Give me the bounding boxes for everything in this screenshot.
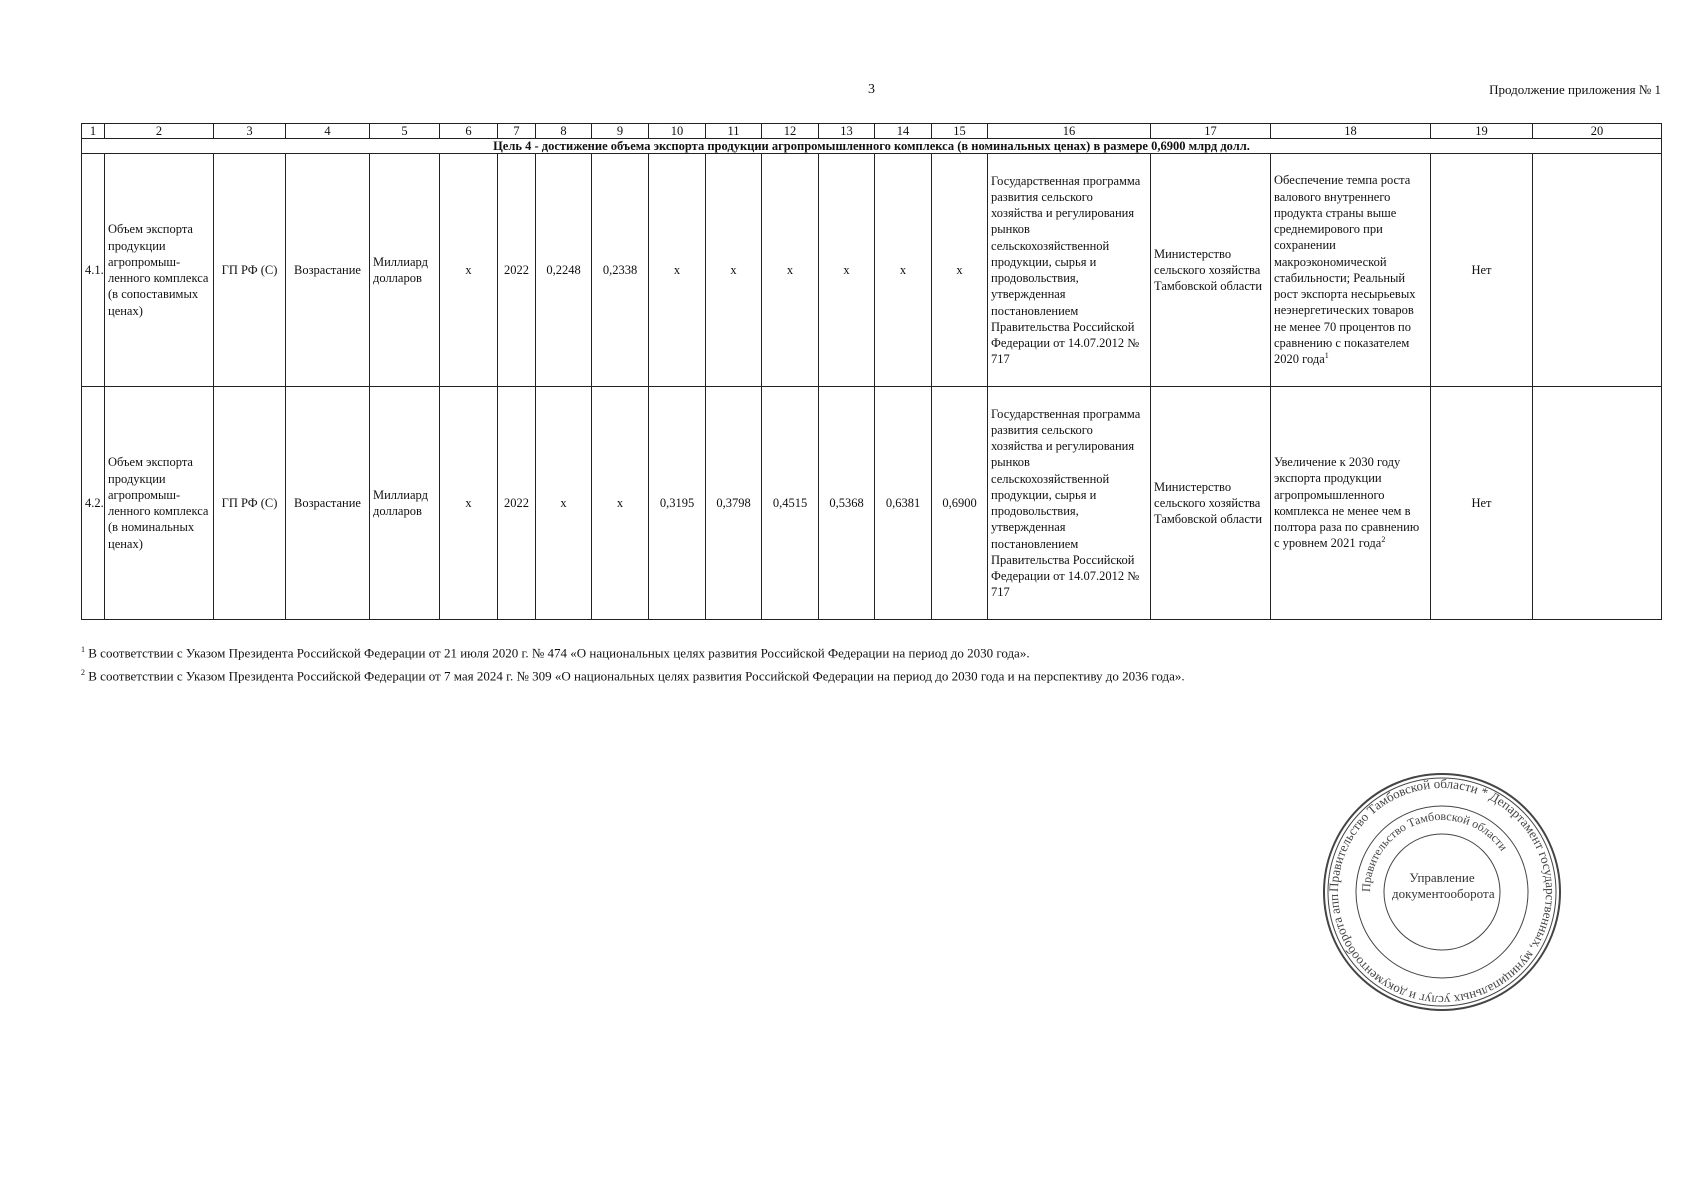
cell-col-14: x bbox=[875, 154, 932, 387]
indicator-level: ГП РФ (С) bbox=[214, 154, 286, 387]
cell-col-15: x bbox=[932, 154, 988, 387]
footnote-1 bbox=[81, 640, 1185, 663]
goal-row bbox=[82, 139, 1662, 154]
footnote-text: В соответствии с Указом Президента Российской Федерации от 7 мая 2024 г. № 309 «О национальных целях развития Российской Федерации на период до 2030 года и на перспективу до 2036 года». bbox=[85, 668, 1185, 684]
col-number-16: 16 bbox=[988, 124, 1151, 139]
cell-col-13: 0,5368 bbox=[819, 387, 875, 620]
footnote-mark: 1 bbox=[81, 645, 85, 654]
column-numbers-row bbox=[82, 124, 1662, 139]
col-number-19: 19 bbox=[1431, 124, 1533, 139]
indicator-unit: Миллиард долларов bbox=[370, 387, 440, 620]
col-number-8: 8 bbox=[536, 124, 592, 139]
table-row bbox=[82, 154, 1662, 387]
official-stamp bbox=[1322, 772, 1562, 1012]
national-goal-text: Увеличение к 2030 году экспорта продукции агропромышленного комплекса не менее чем в полтора раза по сравнению с уровнем 2021 года bbox=[1274, 455, 1420, 551]
national-goal-link bbox=[1271, 387, 1431, 620]
col-number-1: 1 bbox=[82, 124, 105, 139]
cell-col-11: x bbox=[706, 154, 762, 387]
col-number-20: 20 bbox=[1533, 124, 1662, 139]
goal-title: Цель 4 - достижение объема экспорта продукции агропромышленного комплекса (в номинальных ценах) в размере 0,6900 млрд долл. bbox=[82, 139, 1662, 154]
cell-col-6: x bbox=[440, 387, 498, 620]
source-document: Государственная программа развития сельского хозяйства и регулирования рынков сельскохозяйственной продукции, сырья и продовольствия, утвержденная постановлением Правительства Российской Федерации от 14.07.2012 № 717 bbox=[988, 387, 1151, 620]
base-year: 2022 bbox=[498, 154, 536, 387]
appendix-note: Продолжение приложения № 1 bbox=[1489, 82, 1661, 97]
cell-col-9: 0,2338 bbox=[592, 154, 649, 387]
footnote-text: В соответствии с Указом Президента Российской Федерации от 21 июля 2020 г. № 474 «О национальных целях развития Российской Федерации на период до 2030 года». bbox=[85, 645, 1030, 661]
row-number: 4.2. bbox=[82, 387, 105, 620]
indicator-name: Объем экспорта продукции агропромыш-ленного комплекса (в сопоставимых ценах) bbox=[105, 154, 214, 387]
cell-col-10: x bbox=[649, 154, 706, 387]
cell-col-15: 0,6900 bbox=[932, 387, 988, 620]
footnote-mark: 2 bbox=[81, 668, 85, 678]
col-number-17: 17 bbox=[1151, 124, 1271, 139]
cell-col-20 bbox=[1533, 387, 1662, 620]
base-year: 2022 bbox=[498, 387, 536, 620]
stamp-center-line2: документооборота bbox=[1392, 886, 1495, 901]
col-number-4: 4 bbox=[286, 124, 370, 139]
footnote-2 bbox=[81, 663, 1185, 686]
indicator-unit: Миллиард долларов bbox=[370, 154, 440, 387]
stamp-inner-text: Правительство Тамбовской области bbox=[1358, 808, 1511, 893]
footnote-ref: 1 bbox=[1324, 351, 1329, 361]
col-number-3: 3 bbox=[214, 124, 286, 139]
cell-col-13: x bbox=[819, 154, 875, 387]
col-number-18: 18 bbox=[1271, 124, 1431, 139]
cell-col-8: x bbox=[536, 387, 592, 620]
col-number-7: 7 bbox=[498, 124, 536, 139]
cell-col-19: Нет bbox=[1431, 387, 1533, 620]
col-number-5: 5 bbox=[370, 124, 440, 139]
footnote-ref: 2 bbox=[1381, 535, 1386, 545]
col-number-10: 10 bbox=[649, 124, 706, 139]
cell-col-12: x bbox=[762, 154, 819, 387]
national-goal-text: Обеспечение темпа роста валового внутреннего продукта страны выше среднемирового при сохранении макроэкономической стабильности; Реальный рост экспорта несырьевых неэнергетических товаров не менее 70 процентов по сравнению с показателем 2020 года bbox=[1274, 173, 1416, 367]
source-document: Государственная программа развития сельского хозяйства и регулирования рынков сельскохозяйственной продукции, сырья и продовольствия, утвержденная постановлением Правительства Российской Федерации от 14.07.2012 № 717 bbox=[988, 154, 1151, 387]
cell-col-12: 0,4515 bbox=[762, 387, 819, 620]
stamp-center-label bbox=[1392, 870, 1495, 902]
indicator-trend: Возрастание bbox=[286, 387, 370, 620]
indicator-level: ГП РФ (С) bbox=[214, 387, 286, 620]
col-number-14: 14 bbox=[875, 124, 932, 139]
national-goal-link bbox=[1271, 154, 1431, 387]
indicator-trend: Возрастание bbox=[286, 154, 370, 387]
indicators-table bbox=[81, 123, 1662, 620]
row-number: 4.1. bbox=[82, 154, 105, 387]
page-number: 3 bbox=[868, 82, 875, 97]
indicator-name: Объем экспорта продукции агропромыш-ленного комплекса (в номинальных ценах) bbox=[105, 387, 214, 620]
cell-col-9: x bbox=[592, 387, 649, 620]
col-number-2: 2 bbox=[105, 124, 214, 139]
table-row bbox=[82, 387, 1662, 620]
col-number-9: 9 bbox=[592, 124, 649, 139]
col-number-12: 12 bbox=[762, 124, 819, 139]
cell-col-8: 0,2248 bbox=[536, 154, 592, 387]
cell-col-10: 0,3195 bbox=[649, 387, 706, 620]
cell-col-6: x bbox=[440, 154, 498, 387]
stamp-outer-text: Правительство Тамбовской области * Департамент государственных, муниципальных услуг и документооборота апп bbox=[1325, 775, 1559, 1009]
cell-col-11: 0,3798 bbox=[706, 387, 762, 620]
col-number-13: 13 bbox=[819, 124, 875, 139]
col-number-6: 6 bbox=[440, 124, 498, 139]
col-number-11: 11 bbox=[706, 124, 762, 139]
responsible-body: Министерство сельского хозяйства Тамбовской области bbox=[1151, 154, 1271, 387]
cell-col-20 bbox=[1533, 154, 1662, 387]
cell-col-14: 0,6381 bbox=[875, 387, 932, 620]
stamp-center-line1: Управление bbox=[1409, 870, 1475, 885]
footnotes bbox=[81, 640, 1185, 687]
responsible-body: Министерство сельского хозяйства Тамбовской области bbox=[1151, 387, 1271, 620]
col-number-15: 15 bbox=[932, 124, 988, 139]
cell-col-19: Нет bbox=[1431, 154, 1533, 387]
